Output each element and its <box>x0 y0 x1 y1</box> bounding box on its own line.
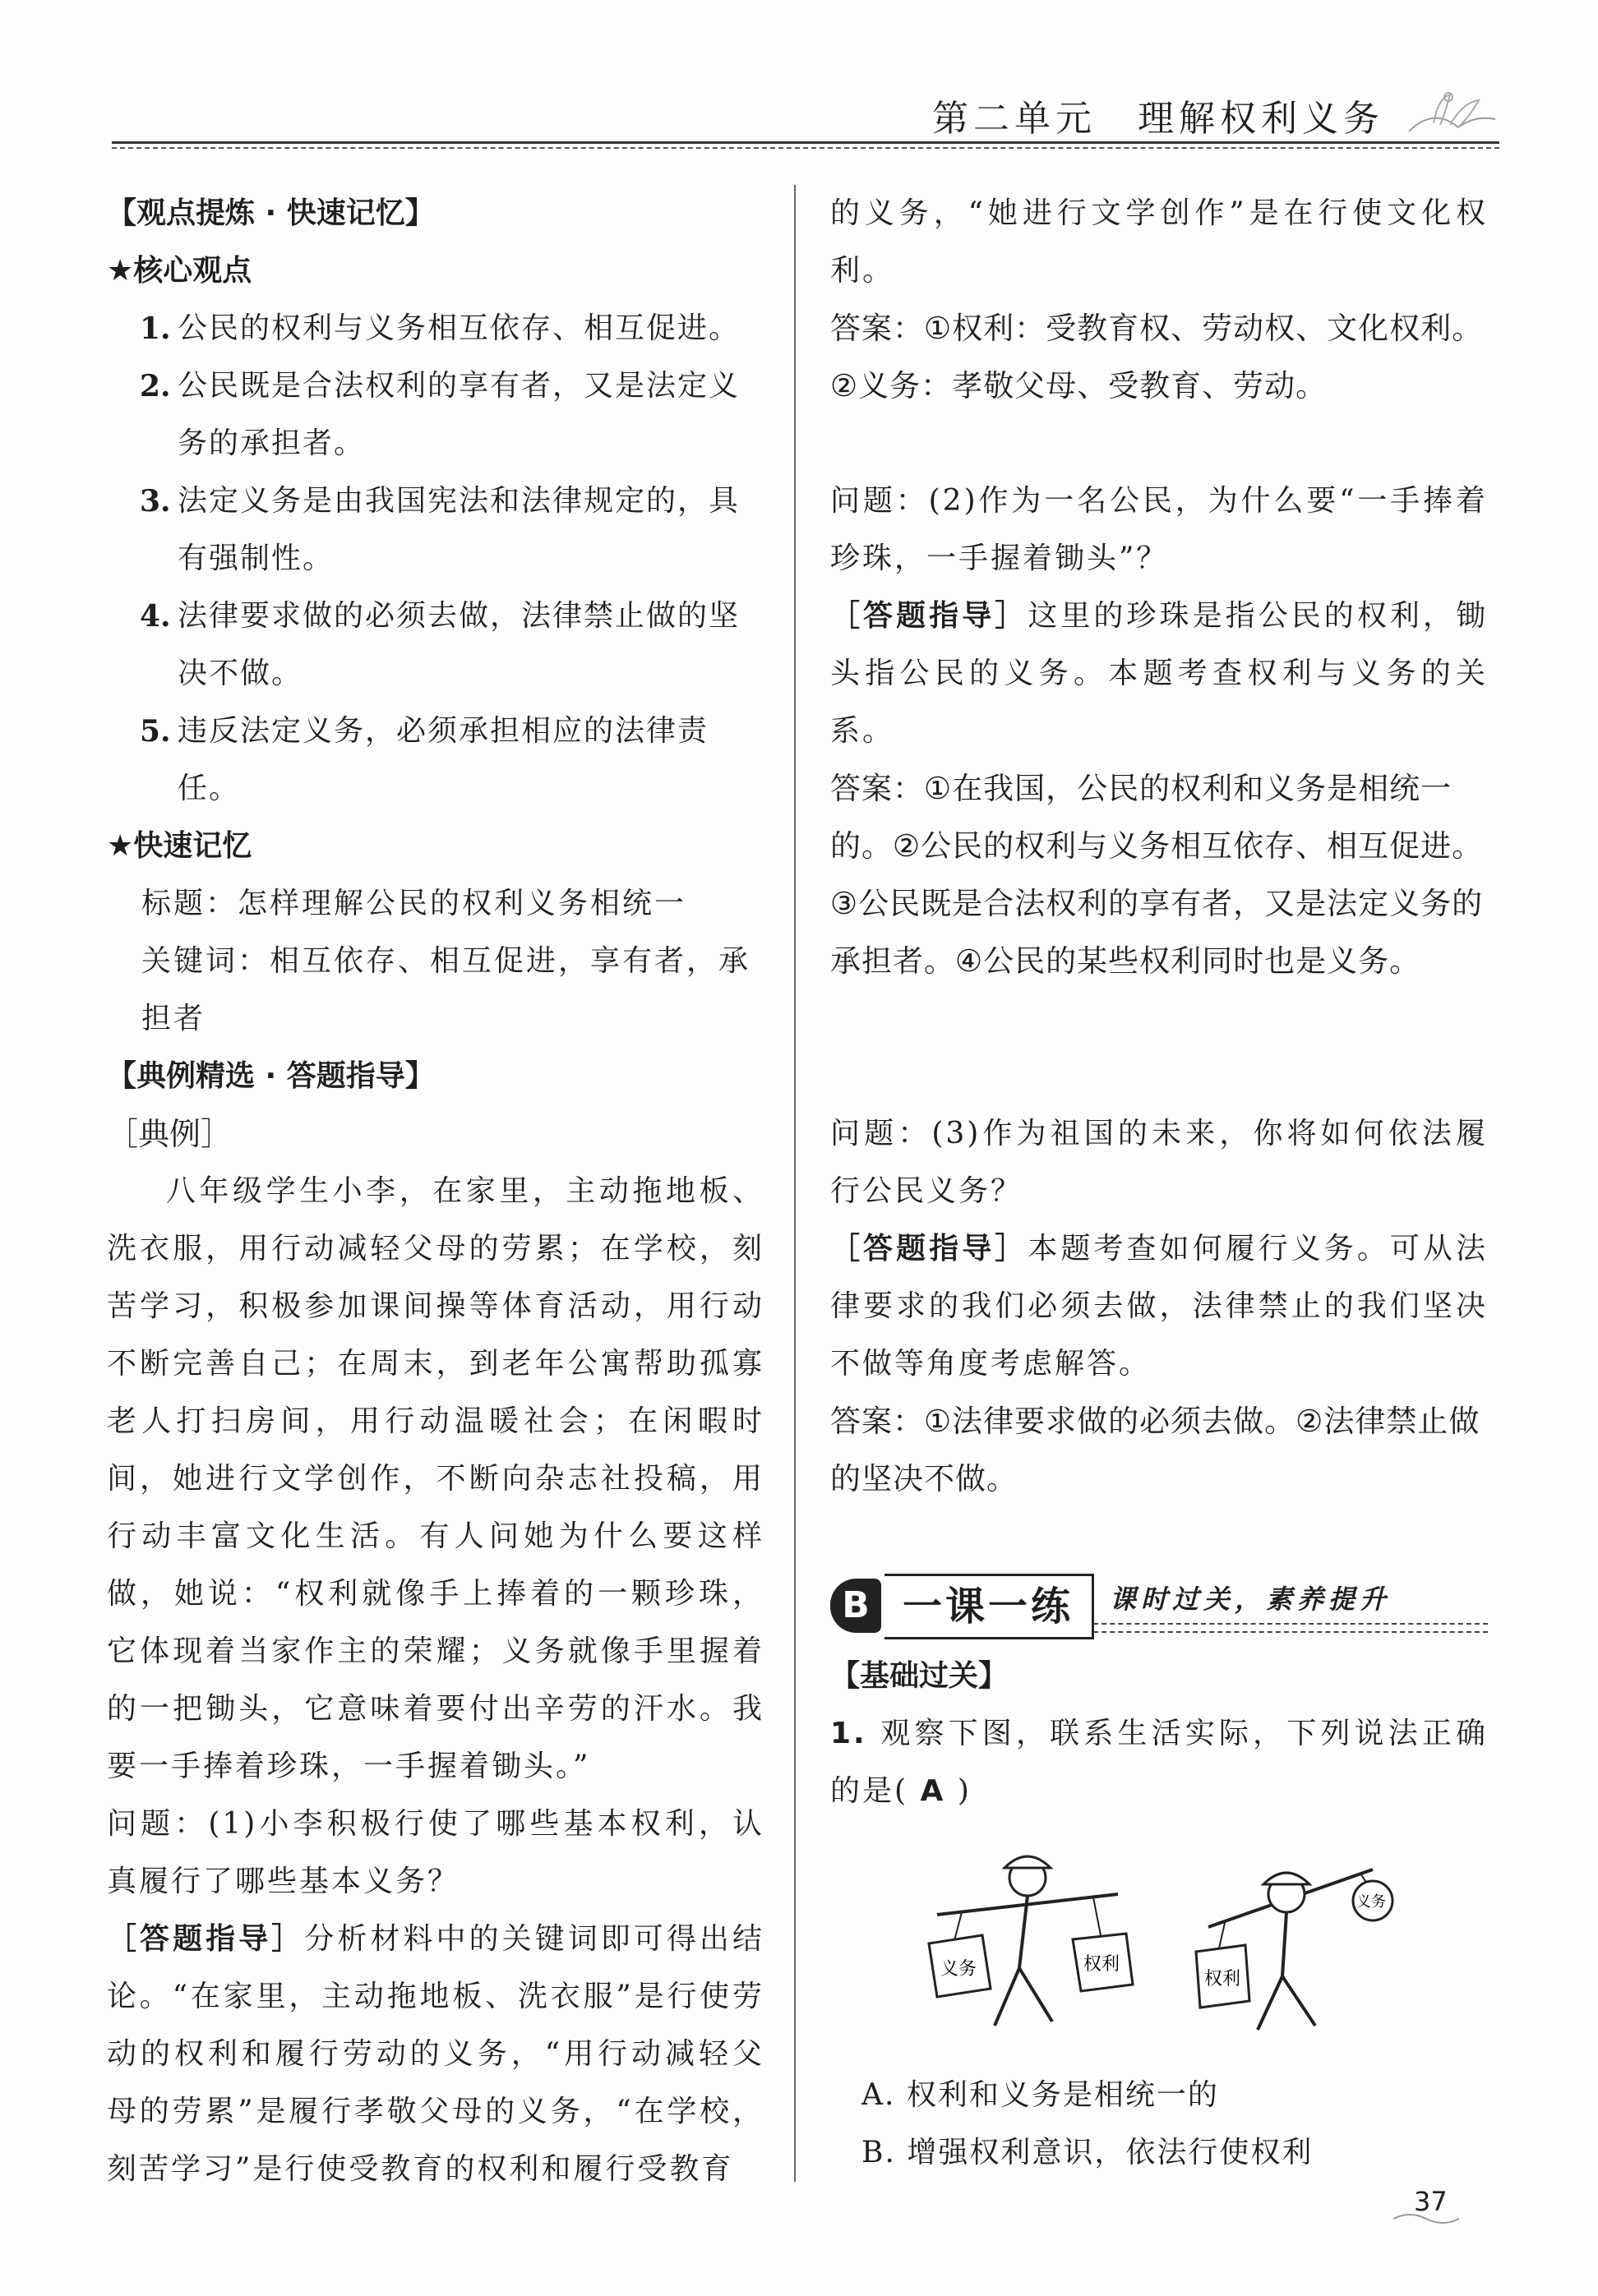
question-1-guide <box>107 1911 764 2198</box>
list-item <box>107 357 764 473</box>
practice-banner <box>830 1574 1488 1639</box>
answer-1-line-2: ②义务：孝敬父母、受教育、劳动。 <box>830 368 1328 403</box>
figure-label-duty: 义务 <box>940 1959 977 1980</box>
option-a: A. 权利和义务是相统一的 <box>861 2078 1219 2112</box>
answer-3: 答案：①法律要求做的必须去做。②法律禁止做的坚决不做。 <box>830 1404 1480 1496</box>
column-divider <box>794 185 796 2182</box>
banner-dash <box>1093 1623 1488 1625</box>
answer-1-line-1: 答案：①权利：受教育权、劳动权、文化权利。 <box>830 311 1484 346</box>
question-3-guide <box>830 1220 1488 1393</box>
item-text: 公民既是合法权利的享有者，又是法定义务的承担者。 <box>178 369 741 460</box>
question-2: 问题：(2)作为一名公民，为什么要“一手捧着珍珠，一手握着锄头”？ <box>830 484 1488 575</box>
guide-text: 分析材料中的关键词即可得出结论。“在家里，主动拖地板、洗衣服”是行使劳动的权利和履行劳动的义务，“用行动减轻父母的劳累”是履行孝敬父母的义务，“在学校，刻苦学习”是行使受教育的权利和履行受教育 <box>107 1922 764 2186</box>
exercise-answer: A <box>920 1774 946 1808</box>
answer-2: 答案：①在我国，公民的权利和义务是相统一的。②公民的权利与义务相互依存、相互促进。③公民既是合法权利的享有者，又是法定义务的承担者。④公民的某些权利同时也是义务。 <box>830 771 1484 979</box>
question-3: 问题：(3)作为祖国的未来，你将如何依法履行公民义务？ <box>830 1117 1488 1208</box>
item-number: 5. <box>140 714 171 749</box>
core-points-title: ★核心观点 <box>107 254 252 288</box>
exercise-text: 观察下图，联系生活实际，下列说法正确的是( <box>830 1717 1488 1808</box>
header-rule <box>112 141 1499 149</box>
basic-section-title: 【基础过关】 <box>830 1659 1009 1693</box>
option-b: B. 增强权利意识，依法行使权利 <box>861 2136 1314 2169</box>
cartoon-figure <box>863 1837 1488 2059</box>
figure-label-duty: 义务 <box>1356 1893 1386 1911</box>
example-label: ［典例］ <box>107 1116 233 1152</box>
right-column <box>830 185 1488 2182</box>
page-header <box>112 82 1499 148</box>
floral-ornament-icon <box>1401 82 1499 140</box>
unit-title: 第二单元 理解权利义务 <box>932 98 1384 140</box>
memory-keywords: 关键词：相互依存、相互促进，享有者，承担者 <box>141 944 751 1035</box>
question-2-guide <box>830 588 1488 760</box>
exercise-1 <box>830 1705 1488 1820</box>
item-text: 法定义务是由我国宪法和法律规定的，具有强制性。 <box>178 484 741 575</box>
item-number: 1. <box>140 311 171 346</box>
list-item <box>107 703 764 818</box>
item-text: 法律要求做的必须去做，法律禁止做的坚决不做。 <box>178 599 741 690</box>
banner-subtitle: 课时过关，素养提升 <box>1110 1584 1392 1615</box>
guide-label: ［答题指导］ <box>107 1922 305 1956</box>
example-text: 八年级学生小李，在家里，主动拖地板、洗衣服，用行动减轻父母的劳累；在学校，刻苦学习，积极参加课间操等体育活动，用行动不断完善自己；在周末，到老年公寓帮助孤寡老人打扫房间，用行动温暖社会；在闲暇时间，她进行文学创作，不断向杂志社投稿，用行动丰富文化生活。有人问她为什么要这样做，她说：“权利就像手上捧着的一颗珍珠，它体现着当家作主的荣耀；义务就像手里握着的一把锄头，它意味着要付出辛劳的汗水。我要一手捧着珍珠，一手握着锄头。” <box>107 1174 764 1783</box>
memory-heading: 标题：怎样理解公民的权利义务相统一 <box>141 887 687 920</box>
item-number: 2. <box>140 369 171 403</box>
guide-text: 这里的珍珠是指公民的权利，锄头指公民的义务。本题考查权利与义务的关系。 <box>830 599 1488 748</box>
left-column <box>107 185 764 2198</box>
page-ornament-icon <box>1389 2211 1463 2227</box>
item-text: 公民的权利与义务相互依存、相互促进。 <box>178 311 741 345</box>
guide-text: 本题考查如何履行义务。可从法律要求的我们必须去做，法律禁止的我们坚决不做等角度考虑解答。 <box>830 1232 1488 1381</box>
item-number: 3. <box>140 484 171 519</box>
item-text: 违反法定义务，必须承担相应的法律责任。 <box>178 714 709 805</box>
section-title: 【观点提炼 · 快速记忆】 <box>107 196 435 230</box>
guide-label: ［答题指导］ <box>830 599 1028 633</box>
exercise-close: ) <box>957 1774 972 1808</box>
figure-label-right: 权利 <box>1083 1954 1120 1975</box>
list-item <box>107 300 764 357</box>
question-1: 问题：(1)小李积极行使了哪些基本权利，认真履行了哪些基本义务？ <box>107 1807 764 1898</box>
question-1-guide-continued: 的义务，“她进行文学创作”是在行使文化权利。 <box>830 196 1488 288</box>
quick-memory-title: ★快速记忆 <box>107 829 252 863</box>
section-title: 【典例精选 · 答题指导】 <box>107 1059 435 1093</box>
banner-letter: B <box>830 1579 881 1633</box>
figure-label-right: 权利 <box>1204 1969 1241 1989</box>
list-item <box>107 473 764 588</box>
guide-label: ［答题指导］ <box>830 1232 1028 1266</box>
page-number: 37 <box>1414 2186 1448 2217</box>
list-item <box>107 588 764 703</box>
exercise-number: 1. <box>830 1717 867 1750</box>
banner-dash <box>1093 1631 1488 1633</box>
item-number: 4. <box>140 599 171 634</box>
carrying-pole-cartoon-icon <box>912 1837 1439 2050</box>
banner-title: 一课一练 <box>884 1574 1094 1639</box>
